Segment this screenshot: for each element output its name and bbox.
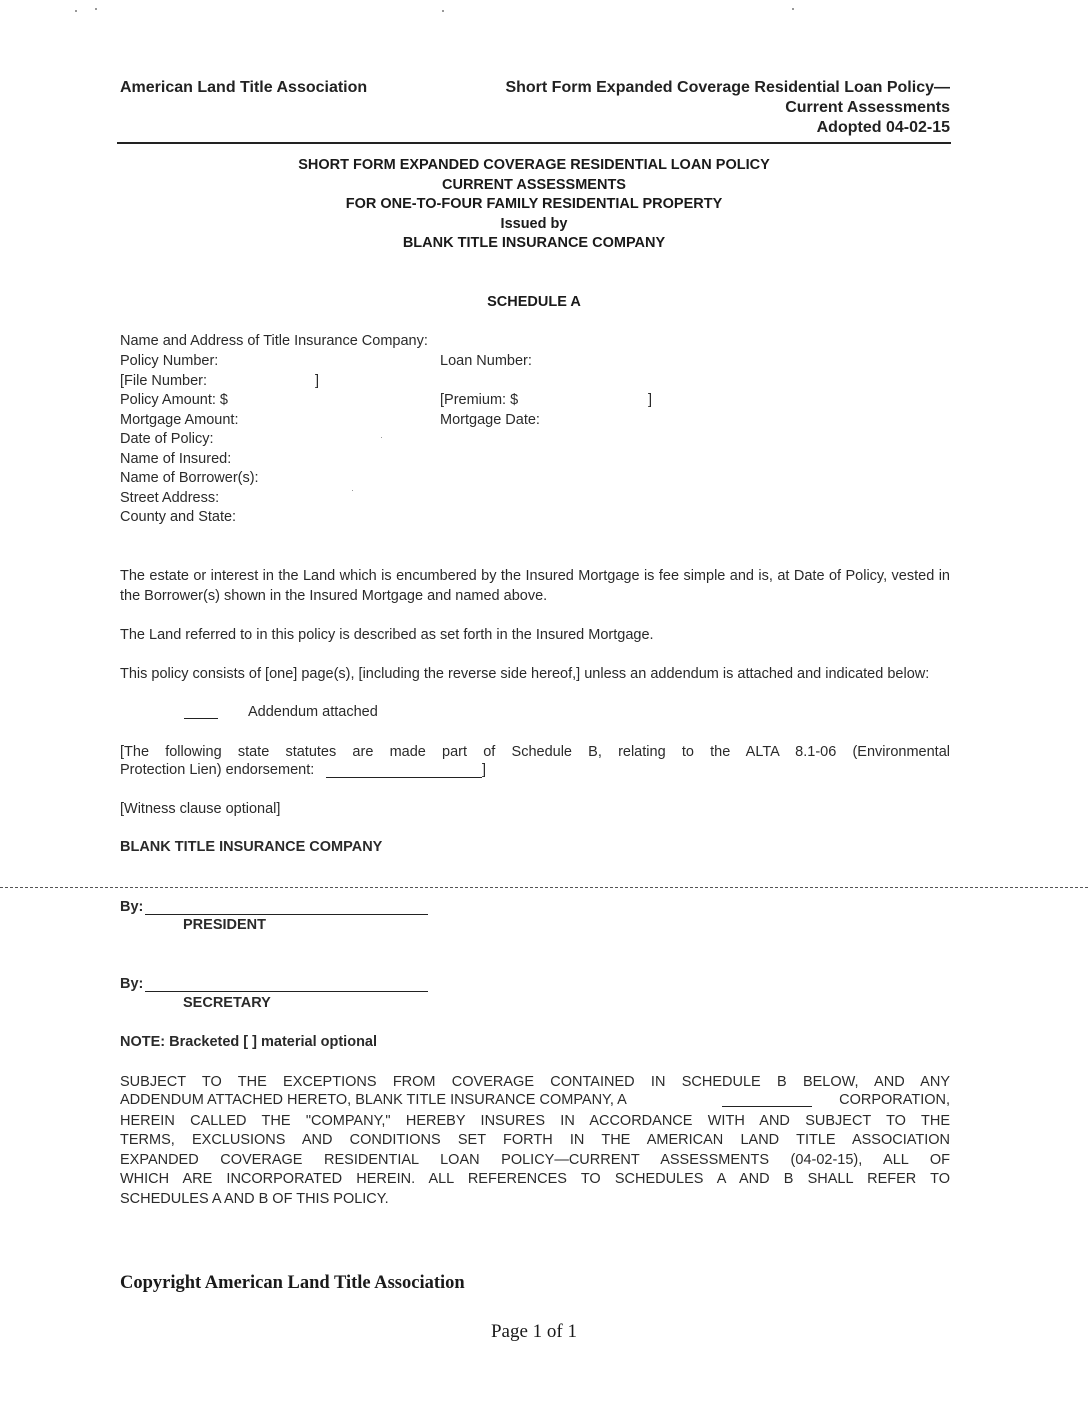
subject-line-5: EXPANDED COVERAGE RESIDENTIAL LOAN POLICY—CURRENT ASSESSMENTS (04-02-15), ALL OF <box>120 1152 950 1168</box>
name-of-borrowers-label: Name of Borrower(s): <box>120 470 259 486</box>
signature-by-label-2: By: <box>120 976 144 992</box>
policy-title-company: BLANK TITLE INSURANCE COMPANY <box>402 235 666 251</box>
company-name-address-label: Name and Address of Title Insurance Company: <box>120 333 428 349</box>
subject-line-6: WHICH ARE INCORPORATED HEREIN. ALL REFERENCES TO SCHEDULES A AND B SHALL REFER TO <box>120 1171 950 1187</box>
statutes-line2: Protection Lien) endorsement: <box>120 762 315 778</box>
subject-line-2-prefix: ADDENDUM ATTACHED HERETO, BLANK TITLE INSURANCE COMPANY, A <box>120 1092 627 1108</box>
name-of-insured-label: Name of Insured: <box>120 451 232 467</box>
scan-speck <box>75 10 77 12</box>
subject-line-7: SCHEDULES A AND B OF THIS POLICY. <box>120 1191 389 1207</box>
signature-title-president: PRESIDENT <box>183 917 266 933</box>
premium-label: [Premium: $ <box>440 392 519 408</box>
signature-line-president <box>145 914 428 915</box>
signature-by-label-1: By: <box>120 899 144 915</box>
date-of-policy-label: Date of Policy: <box>120 431 214 447</box>
subject-line-4: TERMS, EXCLUSIONS AND CONDITIONS SET FORTH IN THE AMERICAN LAND TITLE ASSOCIATION <box>120 1132 950 1148</box>
corporation-state-blank <box>722 1106 812 1107</box>
mortgage-amount-label: Mortgage Amount: <box>120 412 239 428</box>
subject-line-2-suffix: CORPORATION, <box>839 1092 950 1108</box>
statutes-bracket: ] <box>482 762 487 778</box>
consists-paragraph: This policy consists of [one] page(s), [including the reverse side hereof,] unless an addendum is attached and indicated below: <box>120 666 930 682</box>
policy-title-line2: CURRENT ASSESSMENTS <box>442 177 626 193</box>
scan-speck <box>792 8 794 10</box>
policy-amount-label: Policy Amount: $ <box>120 392 228 408</box>
witness-clause: [Witness clause optional] <box>120 801 281 817</box>
subject-line-1: SUBJECT TO THE EXCEPTIONS FROM COVERAGE CONTAINED IN SCHEDULE B BELOW, AND ANY <box>120 1074 950 1090</box>
scan-speck <box>381 437 382 438</box>
scan-fold-line <box>0 887 1088 888</box>
policy-title-line1: SHORT FORM EXPANDED COVERAGE RESIDENTIAL LOAN POLICY <box>298 157 770 173</box>
signature-title-secretary: SECRETARY <box>183 995 271 1011</box>
policy-title-issued-by: Issued by <box>500 216 568 232</box>
bracket-note: NOTE: Bracketed [ ] material optional <box>120 1034 378 1050</box>
statutes-blank-line <box>326 777 482 778</box>
statutes-line1: [The following state statutes are made part of Schedule B, relating to the ALTA 8.1-06 (Environmental <box>120 744 950 760</box>
header-adopted-date: Adopted 04-02-15 <box>816 119 950 136</box>
signature-line-secretary <box>145 991 428 992</box>
file-number-label: [File Number: <box>120 373 208 389</box>
header-association: American Land Title Association <box>120 79 368 96</box>
policy-number-label: Policy Number: <box>120 353 219 369</box>
page-number: Page 1 of 1 <box>490 1321 577 1342</box>
addendum-checkbox-line <box>184 718 218 719</box>
header-rule <box>117 142 951 144</box>
addendum-label: Addendum attached <box>248 704 378 720</box>
mortgage-date-label: Mortgage Date: <box>440 412 540 428</box>
land-paragraph: The Land referred to in this policy is described as set forth in the Insured Mortgage. <box>120 627 654 643</box>
scan-speck <box>95 8 97 10</box>
header-form-title: Short Form Expanded Coverage Residential Loan Policy— <box>505 79 950 96</box>
scan-speck <box>352 490 353 491</box>
loan-number-label: Loan Number: <box>440 353 532 369</box>
schedule-heading: SCHEDULE A <box>487 294 581 310</box>
copyright-footer: Copyright American Land Title Association <box>120 1273 465 1293</box>
county-state-label: County and State: <box>120 509 237 525</box>
header-form-subtitle: Current Assessments <box>785 99 950 116</box>
estate-paragraph: The estate or interest in the Land which is encumbered by the Insured Mortgage is fee simple and is, at Date of Policy, vested in the Borrower(s) shown in the Insured Mortgage and named above. <box>120 568 950 604</box>
scan-speck <box>442 10 444 12</box>
policy-title-line3: FOR ONE-TO-FOUR FAMILY RESIDENTIAL PROPERTY <box>345 196 723 212</box>
subject-line-3: HEREIN CALLED THE "COMPANY," HEREBY INSURES IN ACCORDANCE WITH AND SUBJECT TO THE <box>120 1113 950 1129</box>
company-signature-heading: BLANK TITLE INSURANCE COMPANY <box>120 839 383 855</box>
street-address-label: Street Address: <box>120 490 220 506</box>
premium-bracket: ] <box>648 392 653 408</box>
file-number-bracket: ] <box>315 373 320 389</box>
